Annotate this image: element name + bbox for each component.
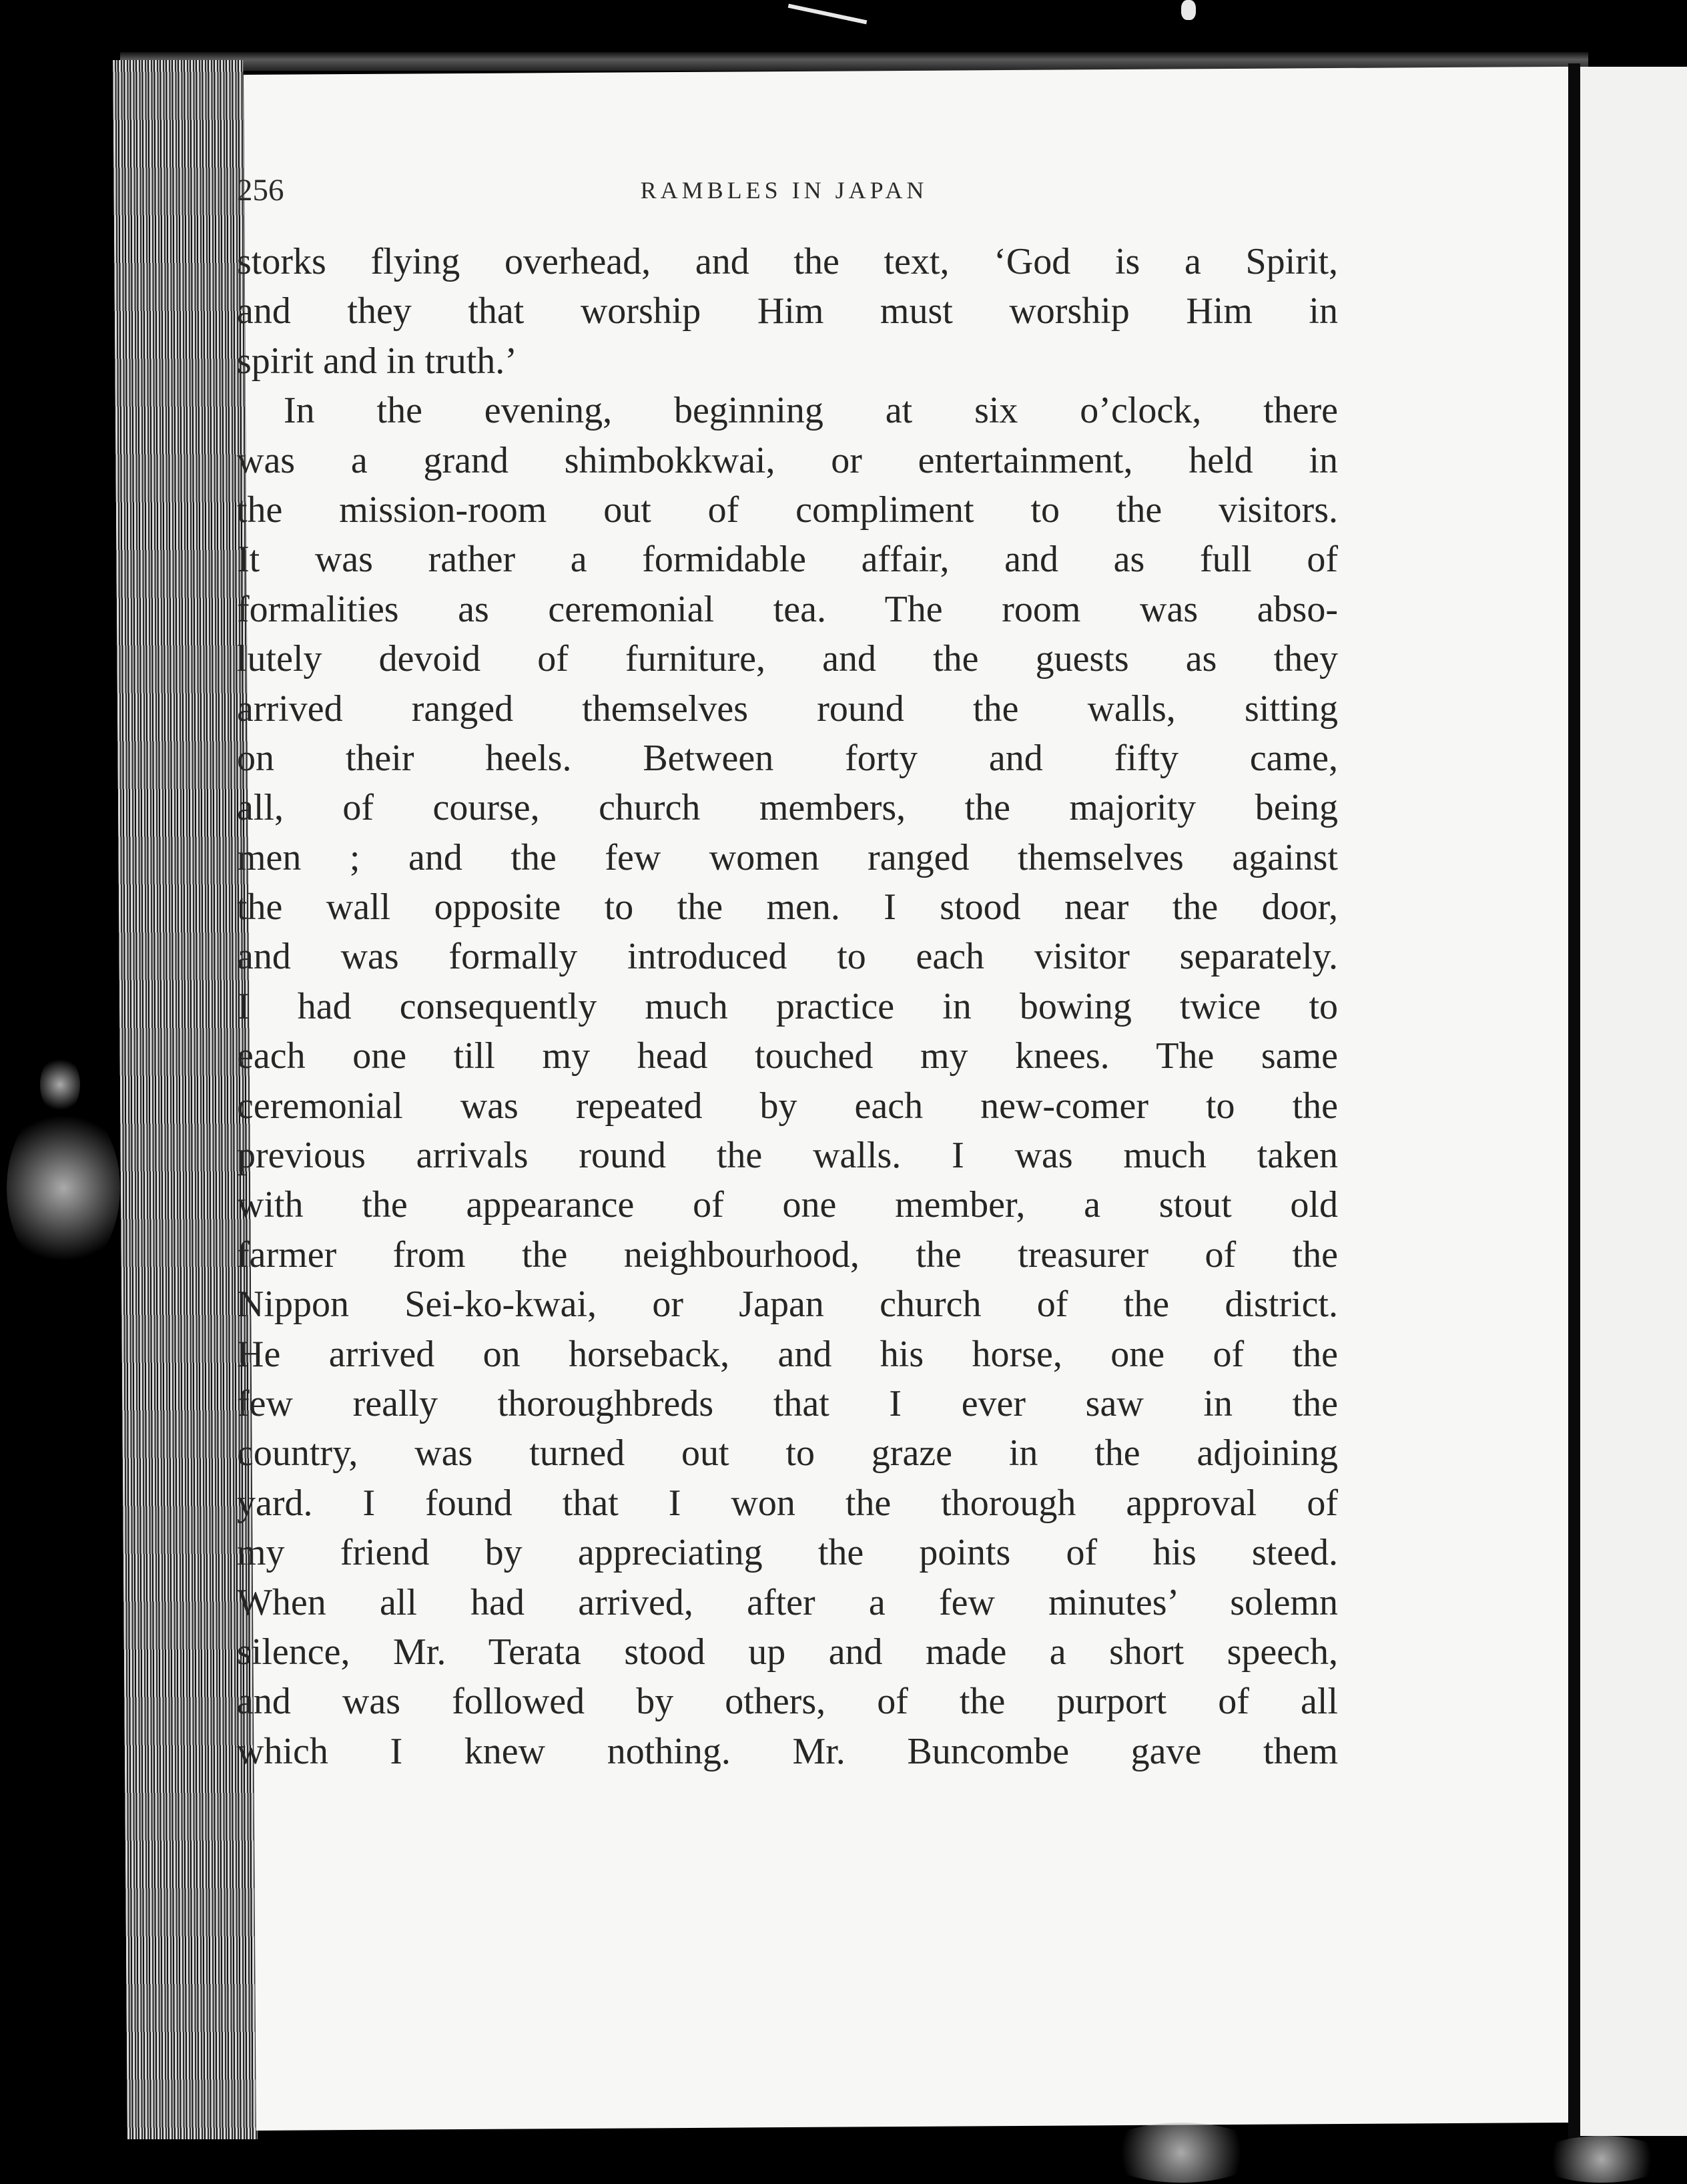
text-line: formalities as ceremonial tea. The room was abso- [237,588,1338,630]
text-line: the mission-room out of compliment to the visitors. [237,489,1338,531]
scan-mark [1181,0,1196,20]
text-line: When all had arrived, after a few minutes’ solemn [237,1581,1338,1623]
text-line: was a grand shimbokkwai, or entertainment, held in [237,439,1338,481]
scan-smudge [7,1101,120,1275]
text-line: previous arrivals round the walls. I was much taken [237,1135,1338,1177]
running-title: RAMBLES IN JAPAN [640,177,928,204]
body-text [237,237,1338,1776]
text-line: Nippon Sei-ko-kwai, or Japan church of the district. [237,1284,1338,1326]
text-line: few really thoroughbreds that I ever saw in the [237,1382,1338,1424]
text-line: men ; and the few women ranged themselves against [237,836,1338,878]
text-line: silence, Mr. Terata stood up and made a short speech, [237,1631,1338,1673]
text-line: lutely devoid of furniture, and the guests as they [237,638,1338,680]
text-line: yard. I found that I won the thorough approval of [237,1482,1338,1524]
scan-smudge [40,1055,80,1115]
text-line: spirit and in truth.’ [237,340,517,382]
text-line: which I knew nothing. Mr. Buncombe gave them [237,1730,1338,1772]
text-line: on their heels. Between forty and fifty came, [237,737,1338,779]
gutter-shadow [1568,63,1580,2139]
facing-page-edge [1580,67,1687,2136]
text-line: arrived ranged themselves round the walls, sitting [237,688,1338,730]
text-line: and was formally introduced to each visitor separately. [237,936,1338,978]
text-line: and was followed by others, of the purport of all [237,1681,1338,1723]
text-line: and they that worship Him must worship Him in [237,290,1338,332]
scan-smudge [1535,2136,1668,2183]
text-line: He arrived on horseback, and his horse, one of the [237,1333,1338,1375]
scan-mark [788,4,868,25]
text-line: each one till my head touched my knees. The same [237,1035,1338,1077]
text-line: country, was turned out to graze in the adjoining [237,1432,1338,1474]
text-line: storks flying overhead, and the text, ‘God is a Spirit, [237,241,1338,282]
text-line: with the appearance of one member, a stout old [237,1184,1338,1226]
text-line: farmer from the neighbourhood, the treasurer of the [237,1234,1338,1276]
text-line: In the evening, beginning at six o’clock, there [284,390,1338,432]
book-page-edges [113,60,258,2139]
text-line: my friend by appreciating the points of his steed. [237,1532,1338,1574]
text-line: the wall opposite to the men. I stood near the door, [237,886,1338,928]
scan-smudge [1101,2123,1261,2183]
text-line: It was rather a formidable affair, and as full of [237,539,1338,581]
page-number: 256 [237,173,284,208]
text-line: ceremonial was repeated by each new-comer to the [237,1085,1338,1127]
text-line: I had consequently much practice in bowing twice to [237,985,1338,1027]
text-line: all, of course, church members, the majority being [237,787,1338,829]
page-header [237,172,1331,226]
